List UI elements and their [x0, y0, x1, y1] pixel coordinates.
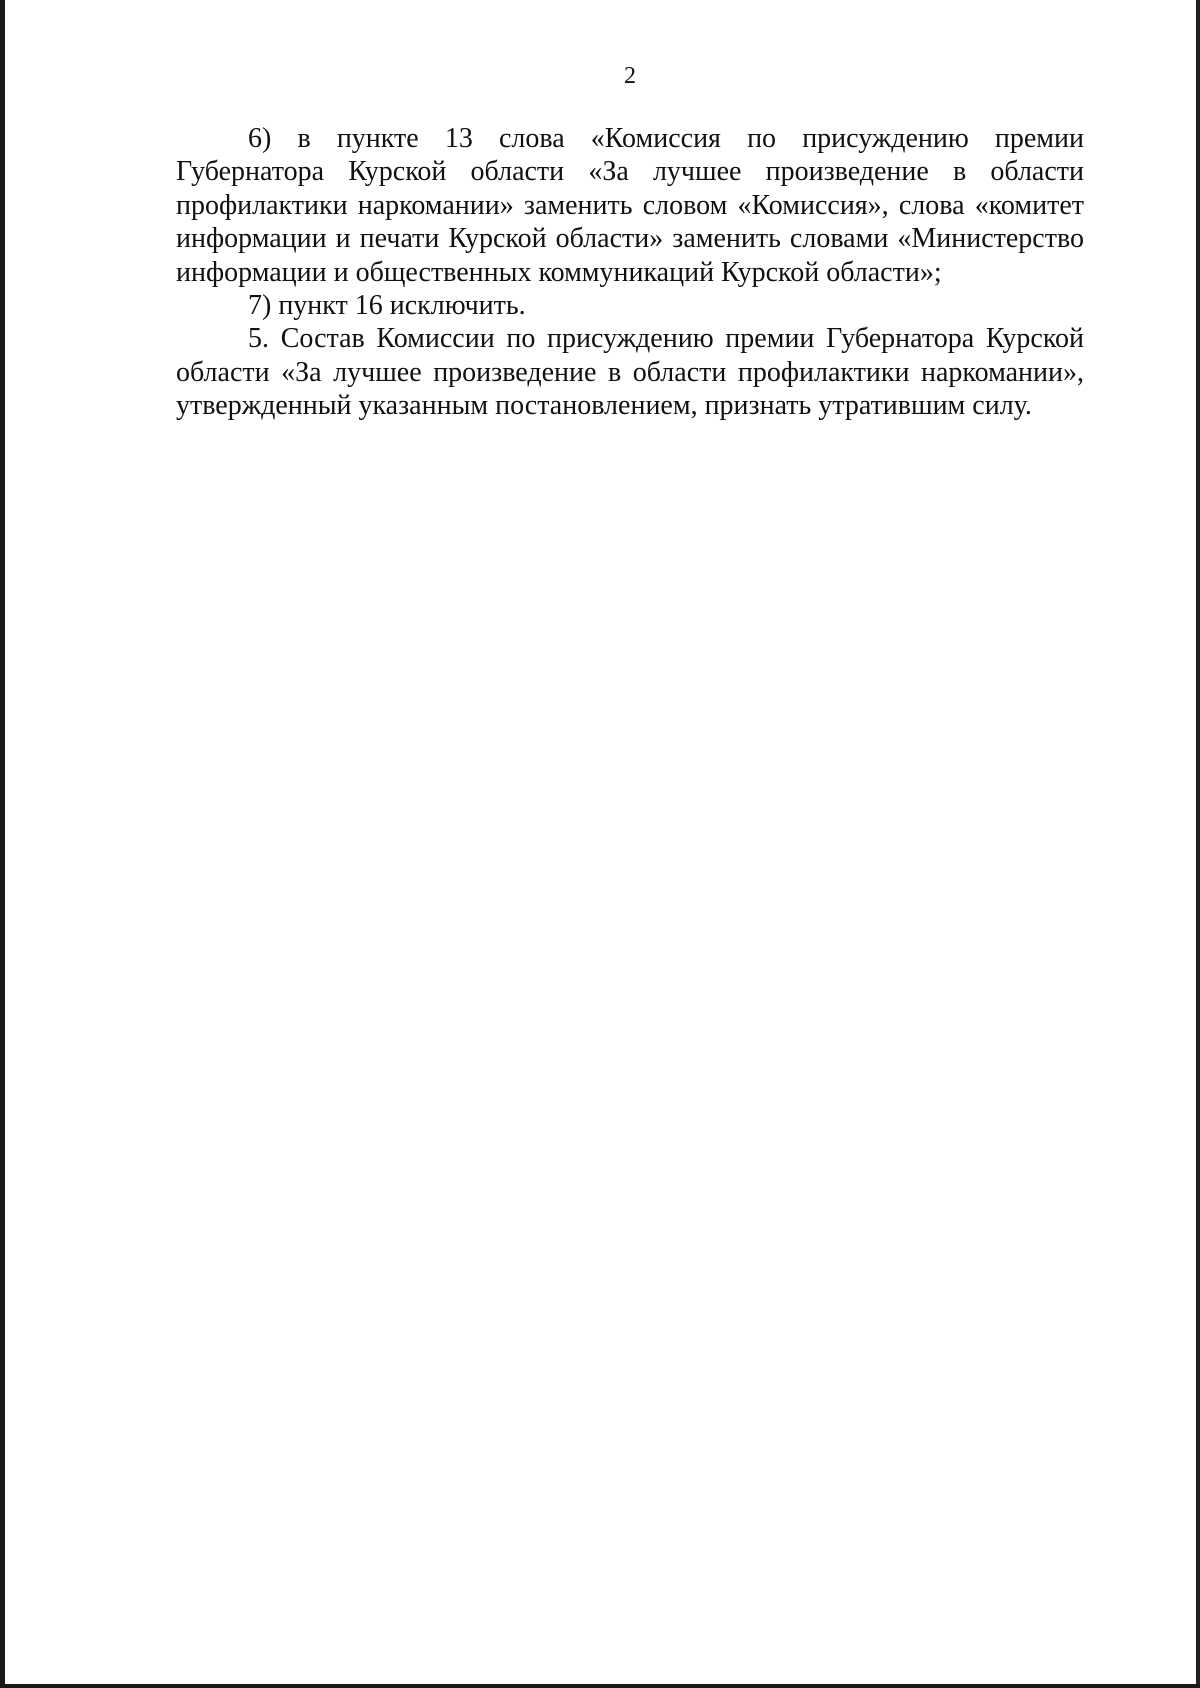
page-number: 2: [624, 63, 636, 89]
paragraph-item-6: 6) в пункте 13 слова «Комиссия по присуждению премии Губернатора Курской области «За лучшее произведение в области профилактики наркомании» заменить словом «Комиссия», слова «комитет информации и печати Курской области» заменить словами «Министерство информации и общественных коммуникаций Курской области»;: [176, 123, 1084, 288]
paragraph-point-5: 5. Состав Комиссии по присуждению премии Губернатора Курской области «За лучшее произведение в области профилактики наркомании», утвержденный указанным постановлением, признать утратившим силу.: [176, 323, 1084, 422]
scan-border-left: [0, 0, 5, 1688]
paragraph-item-7: 7) пункт 16 исключить.: [248, 290, 526, 322]
scan-border-right: [1196, 0, 1200, 1688]
scan-border-bottom: [0, 1684, 1200, 1688]
document-body: [176, 122, 1084, 423]
